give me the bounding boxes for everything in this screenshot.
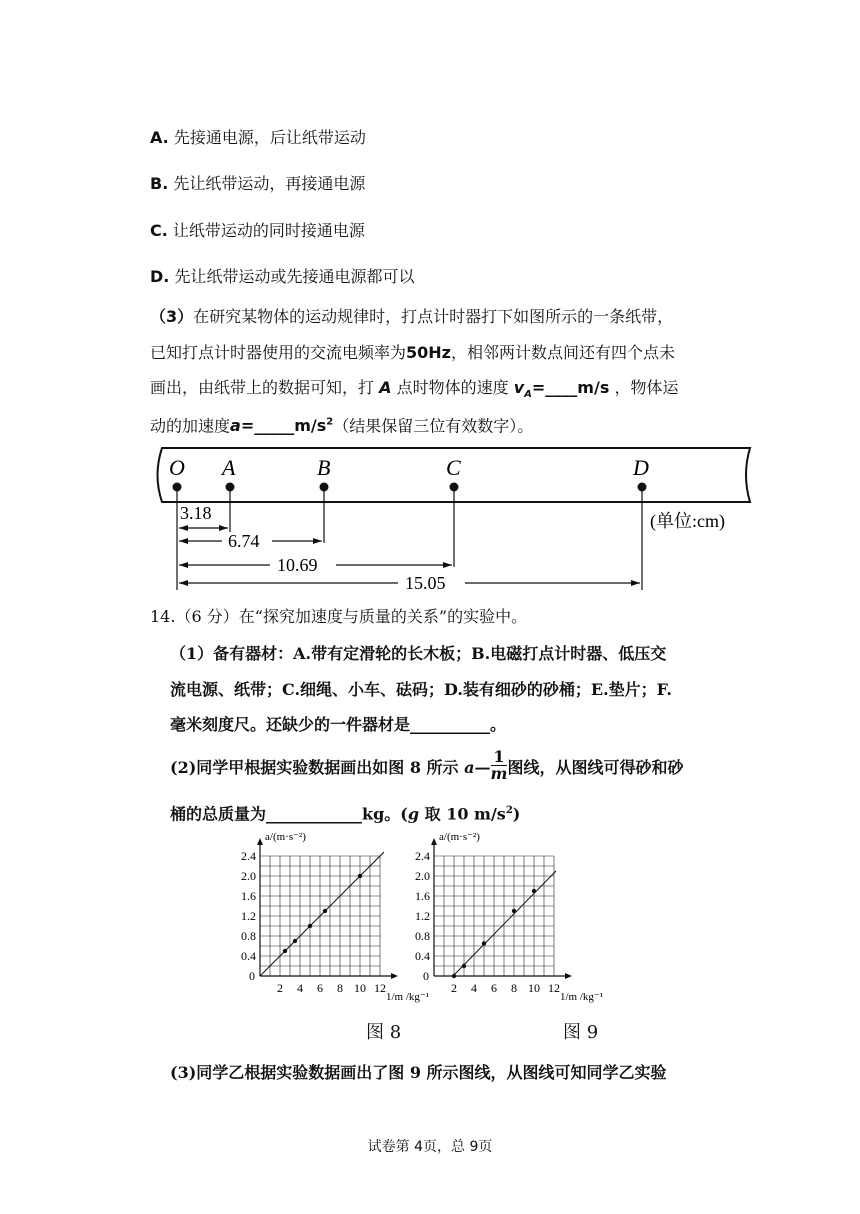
fraction-numerator: 1 <box>491 749 508 766</box>
y-tick-label: 0.8 <box>415 929 430 943</box>
acceleration-symbol: a <box>464 758 475 777</box>
superscript: 2 <box>326 417 334 428</box>
distance-label-oa: 3.18 <box>180 503 212 523</box>
y-tick-label: 1.2 <box>415 909 430 923</box>
x-axis-arrow <box>565 973 572 979</box>
option-letter: C. <box>150 221 168 240</box>
q14-text: (2)同学甲根据实验数据画出如图 8 所示 <box>170 758 459 777</box>
acceleration-symbol: a <box>230 416 241 436</box>
y-tick-label: 0.4 <box>241 949 256 963</box>
q14-part3: (3)同学乙根据实验数据画出了图 9 所示图线，从图线可知同学乙实验 <box>170 1063 667 1082</box>
data-point <box>283 949 287 953</box>
q14-part2-line1 <box>170 747 684 785</box>
origin-label: 0 <box>423 969 429 983</box>
data-point <box>512 909 516 913</box>
velocity-subscript: A <box>524 389 532 401</box>
q14-part2-line2 <box>170 801 520 824</box>
frequency-value: 50Hz <box>406 343 451 362</box>
option-c <box>150 221 365 241</box>
x-axis-label: 1/m /kg⁻¹ <box>560 991 604 1003</box>
x-tick-label: 12 <box>374 981 386 995</box>
x-tick-label: 4 <box>471 981 477 995</box>
tape-point-a <box>220 455 236 532</box>
fit-line <box>453 871 556 976</box>
point-label-c: C <box>446 455 461 480</box>
fraction-denominator: m <box>490 764 508 783</box>
tape-point-d <box>632 455 649 590</box>
x-tick-label: 2 <box>451 981 457 995</box>
y-axis-arrow <box>257 838 263 845</box>
data-point <box>293 939 297 943</box>
page-footer: 试卷第 4页，总 9页 <box>367 1139 493 1155</box>
q3-line3 <box>150 378 678 405</box>
option-text: 让纸带运动的同时接通电源 <box>172 221 365 240</box>
unit-label: (单位:cm) <box>650 511 725 531</box>
fraction <box>491 749 508 782</box>
x-tick-label: 12 <box>548 981 560 995</box>
x-tick-label: 6 <box>491 981 497 995</box>
x-tick-label: 8 <box>511 981 517 995</box>
y-axis-label: a/(m·s⁻²) <box>439 831 480 843</box>
data-point <box>358 874 362 878</box>
figure-8-caption: 图 8 <box>366 1022 402 1043</box>
y-tick-label: 1.2 <box>241 909 256 923</box>
velocity-symbol: v <box>513 378 525 397</box>
x-tick-label: 4 <box>297 981 303 995</box>
option-text: 先接通电源，后让纸带运动 <box>173 128 366 147</box>
superscript: 2 <box>505 805 513 816</box>
tape-point-c <box>446 455 461 567</box>
point-label-b: B <box>317 455 331 480</box>
option-text: 先让纸带运动，再接通电源 <box>173 174 366 193</box>
point-label-o: O <box>169 455 185 480</box>
point-label-d: D <box>633 455 649 480</box>
option-letter: A. <box>150 128 169 147</box>
q3-line2 <box>150 343 675 363</box>
distance-label-ob: 6.74 <box>228 531 260 551</box>
option-d <box>150 267 414 287</box>
y-tick-label: 2.4 <box>241 849 256 863</box>
q3-text: 已知打点计时器使用的交流电频率为 <box>150 343 407 362</box>
y-tick-label: 1.6 <box>241 889 256 903</box>
q14-title: 14.（6 分）在“探究加速度与质量的关系”的实验中。 <box>150 607 528 626</box>
option-letter: D. <box>150 267 170 286</box>
x-axis-arrow <box>391 973 398 979</box>
y-tick-label: 2.0 <box>241 869 256 883</box>
tape-point-b <box>317 455 330 543</box>
x-tick-label: 10 <box>528 981 540 995</box>
q3-text: （结果保留三位有效数字）。 <box>333 416 534 436</box>
chart-figure-9 <box>406 826 626 1026</box>
data-point <box>532 889 536 893</box>
distance-label-oc: 10.69 <box>277 555 318 575</box>
option-b <box>150 174 365 194</box>
q14-text: 取 10 m/s <box>419 804 506 824</box>
q14-part1-line2: 流电源、纸带；C.细绳、小车、砝码；D.装有细砂的砂桶；E.垫片；F. <box>170 680 672 699</box>
acceleration-blank: =_____m/s <box>240 416 327 436</box>
gravity-symbol: g <box>407 804 420 824</box>
q3-text: 在研究某物体的运动规律时，打点计时器打下如图所示的一条纸带， <box>193 307 674 326</box>
option-letter: B. <box>150 174 169 193</box>
point-label-a: A <box>222 455 236 480</box>
q3-text: 点时物体的速度 <box>396 378 509 397</box>
y-tick-label: 0.4 <box>415 949 430 963</box>
dash: — <box>474 758 491 777</box>
y-tick-label: 2.0 <box>415 869 430 883</box>
y-axis-label: a/(m·s⁻²) <box>265 831 306 843</box>
y-axis-arrow <box>431 838 437 845</box>
q3-text: ，物体运 <box>614 378 679 397</box>
data-point <box>482 941 486 945</box>
x-tick-label: 8 <box>337 981 343 995</box>
figure-9-caption: 图 9 <box>563 1022 599 1043</box>
x-axis-label: 1/m /kg⁻¹ <box>386 991 430 1003</box>
q14-part1-line3: 毫米刻度尺。还缺少的一件器材是__________。 <box>170 715 507 734</box>
q3-text: 画出，由纸带上的数据可知，打 <box>150 378 375 397</box>
data-point <box>323 909 327 913</box>
q3-line1 <box>150 307 673 327</box>
data-point <box>462 964 466 968</box>
fit-line <box>260 852 384 976</box>
y-tick-label: 1.6 <box>415 889 430 903</box>
q3-text: 动的加速度 <box>150 416 231 436</box>
y-tick-label: 2.4 <box>415 849 430 863</box>
x-tick-label: 6 <box>317 981 323 995</box>
option-a <box>150 128 366 148</box>
velocity-blank: =____m/s <box>531 378 610 397</box>
point-label: A <box>379 378 392 397</box>
data-point <box>452 974 456 978</box>
q3-text: ，相邻两计数点间还有四个点未 <box>450 343 675 362</box>
q14-part1-line1: （1）备有器材：A.带有定滑轮的长木板；B.电磁打点计时器、低压交 <box>170 644 667 663</box>
x-tick-label: 2 <box>277 981 283 995</box>
origin-label: 0 <box>249 969 255 983</box>
q14-text: 图线，从图线可得砂和砂 <box>507 758 684 777</box>
q3-line4 <box>150 413 533 436</box>
option-text: 先让纸带运动或先接通电源都可以 <box>174 267 415 286</box>
q3-number: （3） <box>150 307 194 326</box>
distance-label-od: 15.05 <box>405 573 446 593</box>
x-tick-label: 10 <box>354 981 366 995</box>
q14-text: 桶的总质量为____________kg。( <box>170 804 408 824</box>
y-tick-label: 0.8 <box>241 929 256 943</box>
paper-tape-diagram <box>150 442 760 597</box>
data-point <box>308 924 312 928</box>
q14-text: ) <box>512 804 521 824</box>
